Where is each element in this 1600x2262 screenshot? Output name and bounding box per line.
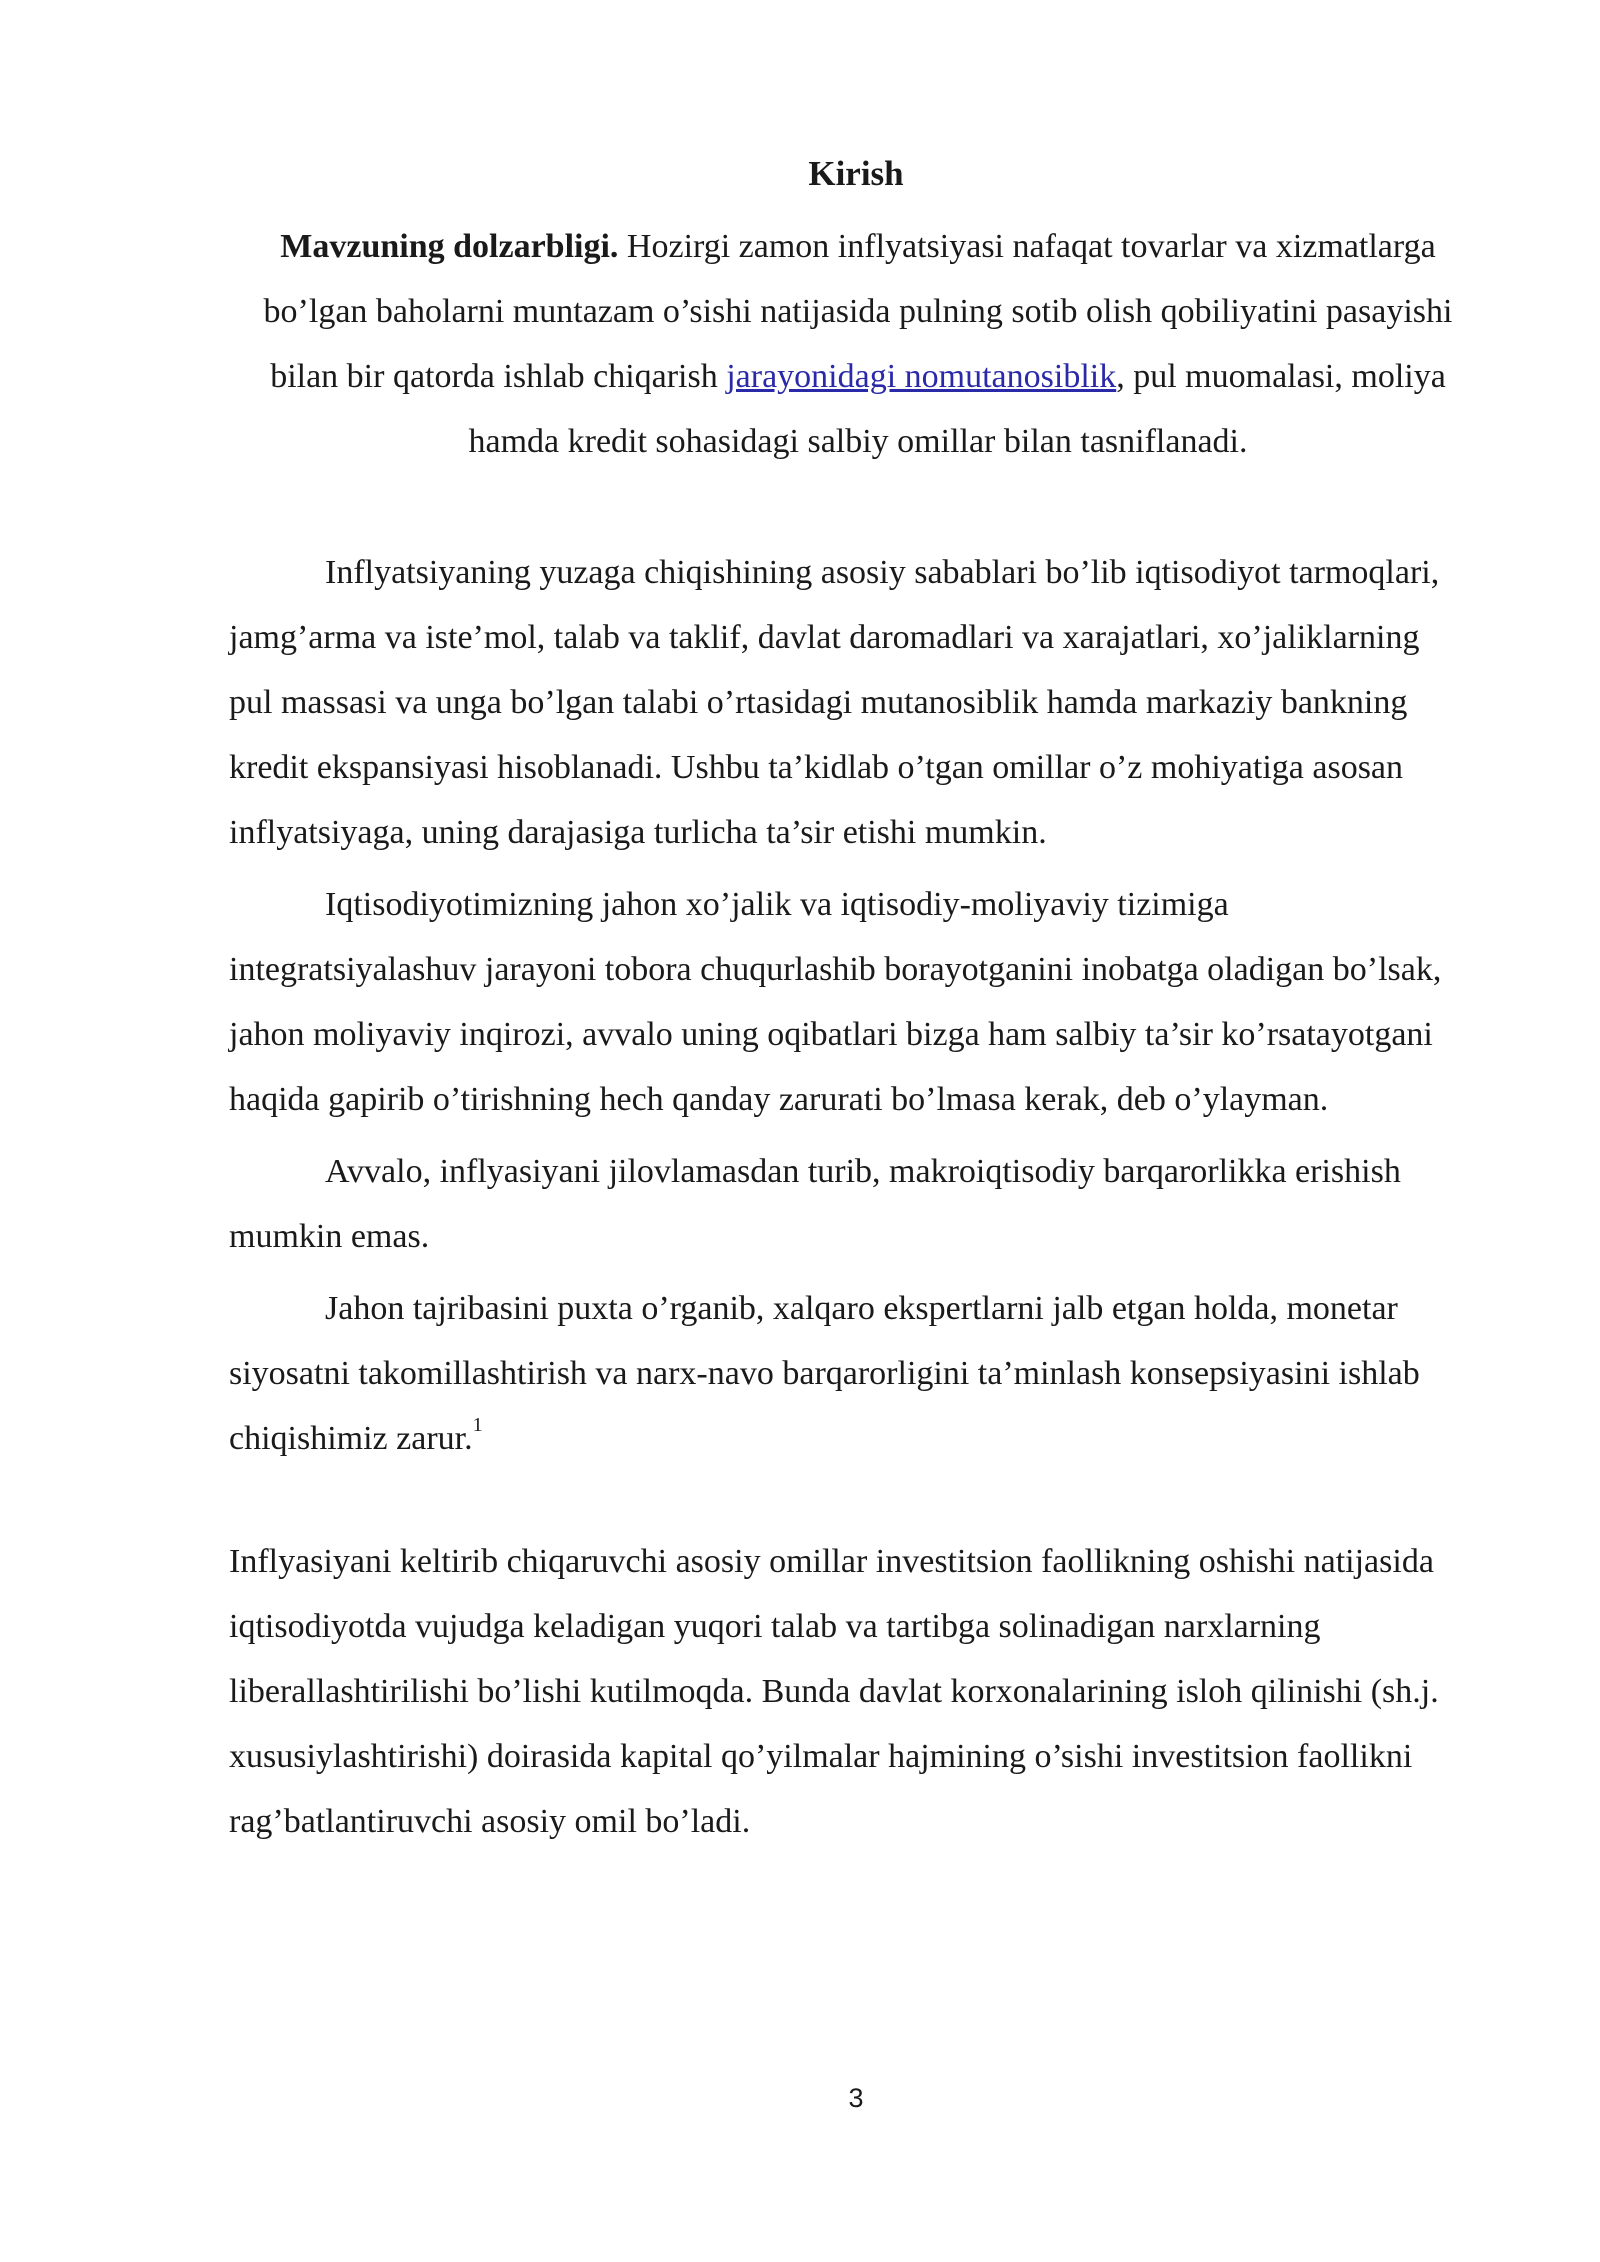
final-paragraph: Inflyasiyani keltirib chiqaruvchi asosiy omillar investitsion faollikning oshishi natijasida iqtisodiyotda vujudga keladigan yuqori talab va tartibga solinadigan narxlarning liberallashtirilishi bo’lishi kutilmoqda. Bunda davlat korxonalarining isloh qilinishi (sh.j. xususiylashtirishi) doirasida kapital qo’yilmalar hajmining o’sishi investitsion faollikni rag’batlantiruvchi asosiy omil bo’ladi. bbox=[229, 1543, 1439, 1840]
body-paragraph: Iqtisodiyotimizning jahon xo’jalik va iqtisodiy-moliyaviy tizimiga integratsiyalashuv jarayoni tobora chuqurlashib borayotganini inobatga oladigan bo’lsak, jahon moliyaviy inqirozi, avvalo uning oqibatlari bizga ham salbiy ta’sir ko’rsatayotgani haqida gapirib o’tirishning hech qanday zarurati bo’lmasa kerak, deb o’ylayman. bbox=[229, 886, 1442, 1118]
page-number: 3 bbox=[848, 2083, 864, 2113]
footnoted-paragraph bbox=[229, 1276, 1459, 1471]
intro-paragraph bbox=[248, 214, 1468, 474]
body-paragraph: Avvalo, inflyasiyani jilovlamasdan turib, makroiqtisodiy barqarorlikka erishish mumkin emas. bbox=[229, 1153, 1401, 1255]
section-heading: Kirish bbox=[808, 154, 904, 193]
intro-hyperlink[interactable]: jarayonidagi nomutanosiblik bbox=[726, 358, 1117, 395]
intro-text-after-link: , pul muomalasi, moliya hamda kredit sohasidagi salbiy omillar bilan tasniflanadi. bbox=[468, 358, 1446, 460]
footnoted-paragraph-text: Jahon tajribasini puxta o’rganib, xalqaro ekspertlarni jalb etgan holda, monetar siyosatni takomillashtirish va narx-navo barqarorligini ta’minlash konsepsiyasini ishlab chiqishimiz zarur. bbox=[229, 1290, 1420, 1457]
body-paragraph: Inflyatsiyaning yuzaga chiqishining asosiy sabablari bo’lib iqtisodiyot tarmoqlari, jamg’arma va iste’mol, talab va taklif, davlat daromadlari va xarajatlari, xo’jaliklarning pul massasi va unga bo’lgan talabi o’rtasidagi mutanosiblik hamda markaziy bankning kredit ekspansiyasi hisoblanadi. Ushbu ta’kidlab o’tgan omillar o’z mohiyatiga asosan inflyatsiyaga, uning darajasiga turlicha ta’sir etishi mumkin. bbox=[229, 554, 1440, 851]
intro-text-before-link: Hozirgi zamon inflyatsiyasi nafaqat tovarlar va xizmatlarga bo’lgan baholarni muntazam o’sishi natijasida pulning sotib olish qobiliyatini pasayishi bilan bir qatorda ishlab chiqarish bbox=[263, 228, 1453, 395]
document-body bbox=[229, 540, 1459, 1861]
intro-lead: Mavzuning dolzarbligi. bbox=[280, 228, 619, 265]
footnote-marker[interactable]: 1 bbox=[472, 1414, 483, 1436]
